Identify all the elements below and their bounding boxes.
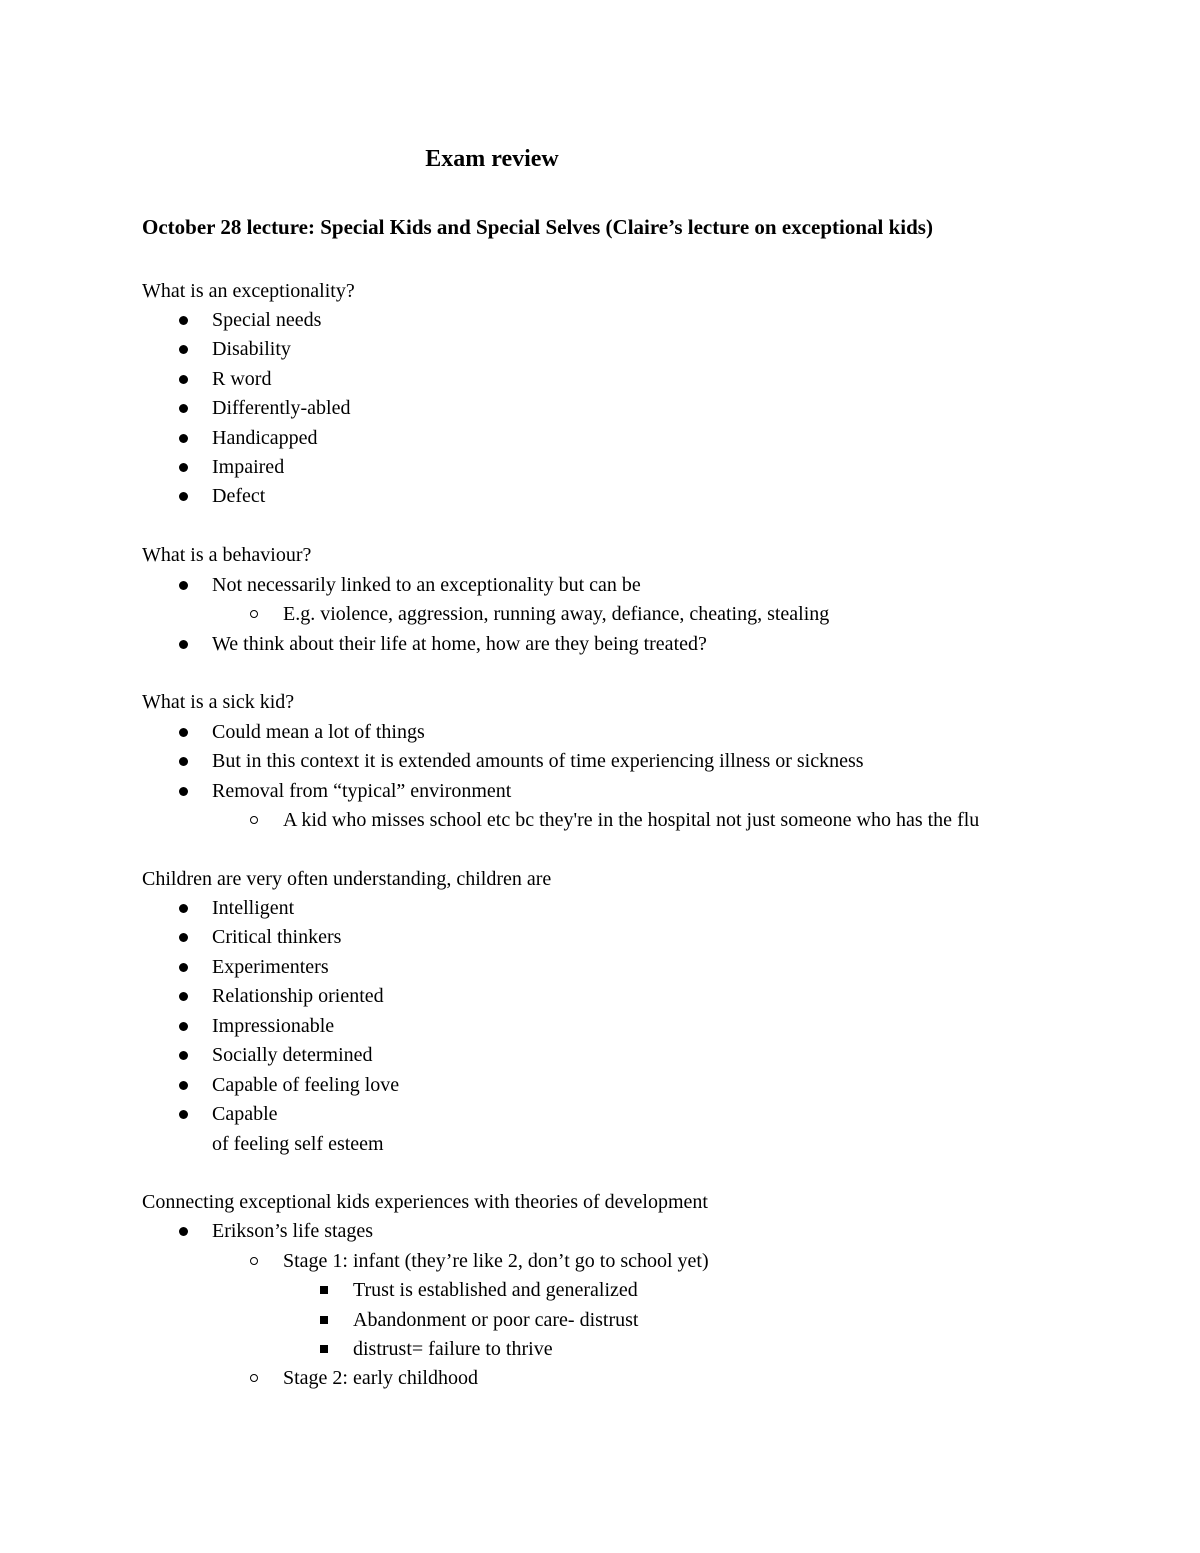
bullet-dot-icon xyxy=(179,787,188,796)
list-item: of feeling self esteem xyxy=(212,1133,384,1155)
list-item: But in this context it is extended amounts of time experiencing illness or sickness xyxy=(212,750,864,772)
list-item: Trust is established and generalized xyxy=(353,1279,638,1301)
list-item: Impressionable xyxy=(212,1015,335,1037)
question-heading: Connecting exceptional kids experiences with theories of development xyxy=(142,1191,708,1213)
list-item: Stage 1: infant (they’re like 2, don’t go to school yet) xyxy=(283,1250,709,1272)
list-item: Socially determined xyxy=(212,1044,373,1066)
list-item: Erikson’s life stages xyxy=(212,1220,374,1242)
bullet-dot-icon xyxy=(179,434,188,443)
list-item: Stage 2: early childhood xyxy=(283,1367,478,1389)
question-heading: What is a sick kid? xyxy=(142,691,295,713)
list-item: We think about their life at home, how are they being treated? xyxy=(212,633,707,655)
bullet-dot-icon xyxy=(179,963,188,972)
list-item: distrust= failure to thrive xyxy=(353,1338,553,1360)
list-item: Differently-abled xyxy=(212,397,351,419)
list-item: Could mean a lot of things xyxy=(212,721,425,743)
bullet-dot-icon xyxy=(179,992,188,1001)
list-item: Intelligent xyxy=(212,897,295,919)
bullet-dot-icon xyxy=(179,316,188,325)
section-heading: October 28 lecture: Special Kids and Special Selves (Claire’s lecture on exceptional kids) xyxy=(142,215,933,239)
bullet-square-icon xyxy=(320,1286,328,1294)
list-item: Capable of feeling love xyxy=(212,1074,400,1096)
list-item: Critical thinkers xyxy=(212,926,342,948)
question-heading: What is a behaviour? xyxy=(142,544,312,566)
list-item: Defect xyxy=(212,485,266,507)
document-title: Exam review xyxy=(425,146,559,172)
bullet-circle-icon xyxy=(250,1374,258,1382)
bullet-dot-icon xyxy=(179,1081,188,1090)
bullet-dot-icon xyxy=(179,345,188,354)
list-item: Experimenters xyxy=(212,956,329,978)
list-item: Impaired xyxy=(212,456,285,478)
bullet-dot-icon xyxy=(179,1227,188,1236)
bullet-dot-icon xyxy=(179,933,188,942)
bullet-dot-icon xyxy=(179,1022,188,1031)
list-item: R word xyxy=(212,368,272,390)
list-item: Handicapped xyxy=(212,427,318,449)
bullet-circle-icon xyxy=(250,816,258,824)
bullet-circle-icon xyxy=(250,610,258,618)
bullet-dot-icon xyxy=(179,728,188,737)
bullet-dot-icon xyxy=(179,404,188,413)
bullet-dot-icon xyxy=(179,1110,188,1119)
bullet-dot-icon xyxy=(179,463,188,472)
bullet-square-icon xyxy=(320,1316,328,1324)
bullet-dot-icon xyxy=(179,375,188,384)
list-item: Not necessarily linked to an exceptionality but can be xyxy=(212,574,641,596)
list-item: A kid who misses school etc bc they're in the hospital not just someone who has the flu xyxy=(283,809,980,831)
list-item: E.g. violence, aggression, running away, defiance, cheating, stealing xyxy=(283,603,830,625)
list-item: Relationship oriented xyxy=(212,985,384,1007)
bullet-dot-icon xyxy=(179,581,188,590)
list-item: Disability xyxy=(212,338,291,360)
bullet-dot-icon xyxy=(179,492,188,501)
list-item: Capable xyxy=(212,1103,278,1125)
bullet-dot-icon xyxy=(179,640,188,649)
bullet-square-icon xyxy=(320,1345,328,1353)
question-heading: What is an exceptionality? xyxy=(142,280,355,302)
list-item: Special needs xyxy=(212,309,322,331)
list-item: Removal from “typical” environment xyxy=(212,780,512,802)
bullet-circle-icon xyxy=(250,1257,258,1265)
bullet-dot-icon xyxy=(179,1051,188,1060)
question-heading: Children are very often understanding, children are xyxy=(142,868,552,890)
list-item: Abandonment or poor care- distrust xyxy=(353,1309,639,1331)
bullet-dot-icon xyxy=(179,904,188,913)
bullet-dot-icon xyxy=(179,757,188,766)
